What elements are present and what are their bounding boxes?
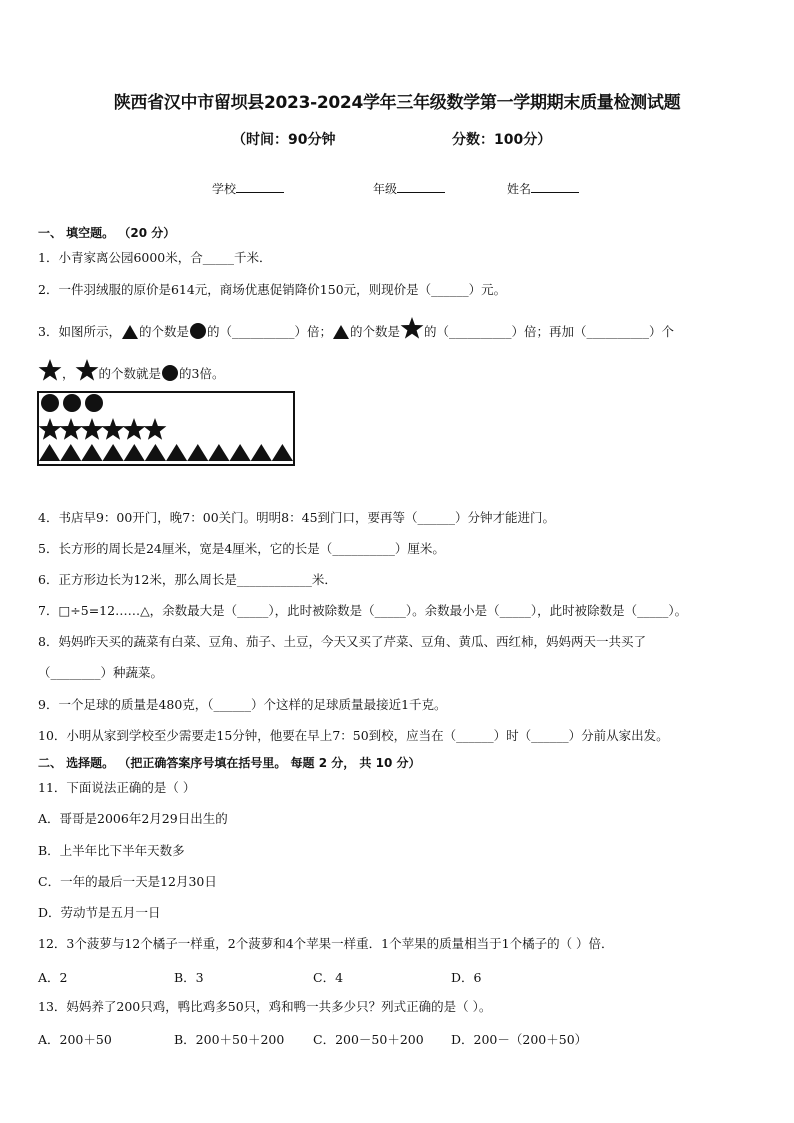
figure-circle [85, 394, 103, 412]
figure-star [144, 418, 167, 440]
circle-icon [189, 322, 207, 340]
figure-triangle [272, 444, 293, 461]
q12-option-b[interactable]: B．3 [174, 970, 204, 985]
question-1: 1．小青家离公园6000米，合_____千米． [38, 250, 272, 265]
question-6: 6．正方形边长为12米，那么周长是____________米． [38, 572, 337, 587]
q11-option-c[interactable]: C．一年的最后一天是12月30日 [38, 874, 217, 889]
figure-triangle [39, 444, 60, 461]
q13-option-d[interactable]: D．200－（200＋50） [451, 1032, 588, 1047]
q13-option-a[interactable]: A．200＋50 [38, 1032, 112, 1047]
figure-triangle [124, 444, 145, 461]
q11-option-b[interactable]: B．上半年比下半年天数多 [38, 843, 185, 858]
triangle-icon [121, 324, 139, 340]
figure-triangle [103, 444, 124, 461]
question-12: 12．3个菠萝与12个橘子一样重，2个菠萝和4个苹果一样重．1个苹果的质量相当于1个橘子的（ ）倍． [38, 936, 614, 951]
grade-blank[interactable] [397, 180, 445, 193]
q3-text: 的个数就是 [98, 366, 162, 381]
school-field[interactable] [212, 180, 284, 197]
grade-field[interactable] [373, 180, 445, 197]
section-fill-blank-title: 一、 填空题。 （20 分） [38, 226, 176, 240]
figure-circle [63, 394, 81, 412]
question-8-line1: 8．妈妈昨天买的蔬菜有白菜、豆角、茄子、土豆，今天又买了芹菜、豆角、黄瓜、西红柿，妈妈两天一共买了 [38, 634, 646, 649]
figure-triangle [81, 444, 102, 461]
q3-text: ， [62, 366, 75, 381]
time-limit: （时间：90分钟 [232, 132, 336, 148]
name-blank[interactable] [531, 180, 579, 193]
exam-title: 陕西省汉中市留坝县2023-2024学年三年级数学第一学期期末质量检测试题 [113, 93, 681, 113]
figure-triangle [166, 444, 187, 461]
figure-triangle [230, 444, 251, 461]
figure-triangle [60, 444, 81, 461]
q12-option-a[interactable]: A．2 [38, 970, 68, 985]
q12-option-c[interactable]: C．4 [313, 970, 344, 985]
figure-star [60, 418, 83, 440]
q3-text: 的3倍。 [179, 366, 225, 381]
question-5: 5．长方形的周长是24厘米，宽是4厘米，它的长是（__________）厘米。 [38, 541, 445, 556]
question-11: 11．下面说法正确的是（ ） [38, 780, 196, 795]
question-7: 7．□÷5=12……△，余数最大是（_____），此时被除数是（_____）。余数最小是（_____），此时被除数是（_____）。 [38, 603, 688, 618]
star-icon [400, 316, 424, 340]
school-blank[interactable] [236, 180, 284, 193]
figure-triangle [251, 444, 272, 461]
shape-count-figure [37, 391, 295, 466]
grade-label: 年级 [373, 182, 398, 196]
q3-text: 的个数是 [138, 324, 189, 339]
q3-text: 的个数是 [350, 324, 401, 339]
name-label: 姓名 [507, 182, 532, 196]
question-4: 4．书店早9：00开门，晚7：00关门。明明8：45到门口，要再等（______）分钟才能进门。 [38, 510, 556, 525]
section-choice-title: 二、 选择题。 （把正确答案序号填在括号里。 每题 2 分， 共 10 分） [38, 756, 421, 770]
q11-option-a[interactable]: A．哥哥是2006年2月29日出生的 [38, 811, 228, 826]
figure-star [102, 418, 125, 440]
q3-text: 的（__________）倍；再加（__________）个 [424, 324, 675, 339]
q3-text: 3．如图所示， [38, 324, 121, 339]
question-3-line1 [38, 316, 674, 340]
figure-triangle [145, 444, 166, 461]
figure-triangle [208, 444, 229, 461]
figure-star [123, 418, 146, 440]
question-8-line2: （________）种蔬菜。 [38, 665, 164, 680]
q13-option-b[interactable]: B．200＋50＋200 [174, 1032, 285, 1047]
q13-option-c[interactable]: C．200－50＋200 [313, 1032, 424, 1047]
question-9: 9．一个足球的质量是480克，（______）个这样的足球质量最接近1千克。 [38, 697, 447, 712]
total-score: 分数：100分） [452, 132, 552, 148]
question-13: 13．妈妈养了200只鸡，鸭比鸡多50只，鸡和鸭一共多少只？列式正确的是（ ）。 [38, 999, 492, 1014]
q3-text: 的（__________）倍； [206, 324, 332, 339]
q12-option-d[interactable]: D．6 [451, 970, 482, 985]
star-icon [75, 358, 99, 382]
figure-triangle [187, 444, 208, 461]
shape-count-figure-canvas [39, 393, 293, 464]
question-2: 2．一件羽绒服的原价是614元，商场优惠促销降价150元，则现价是（______）元。 [38, 282, 507, 297]
circle-icon [161, 364, 179, 382]
triangle-icon [332, 324, 350, 340]
figure-circle [41, 394, 59, 412]
school-label: 学校 [212, 182, 237, 196]
figure-star [39, 418, 61, 440]
star-icon [38, 358, 62, 382]
question-3-line2 [38, 358, 224, 382]
name-field[interactable] [507, 180, 579, 197]
figure-star [81, 418, 104, 440]
q11-option-d[interactable]: D．劳动节是五月一日 [38, 905, 161, 920]
question-10: 10．小明从家到学校至少需要走15分钟，他要在早上7：50到校，应当在（______）时（______）分前从家出发。 [38, 728, 669, 743]
